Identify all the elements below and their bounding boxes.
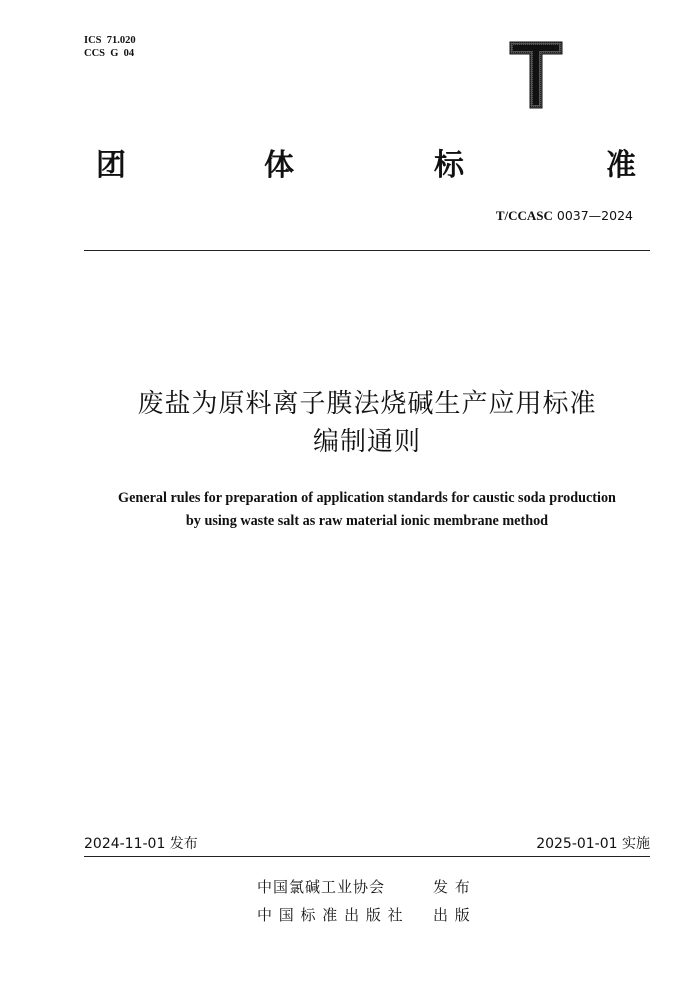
publisher-action: 发 布 — [433, 878, 471, 896]
top-divider — [84, 250, 650, 251]
publisher-org: 中国氯碱工业协会 — [257, 878, 386, 896]
standard-type-heading — [84, 140, 650, 183]
title-cn-line2: 编制通则 — [312, 427, 421, 457]
classification-codes — [84, 34, 136, 60]
bottom-divider — [84, 856, 650, 857]
ics-code: ICS 71.020 — [84, 35, 136, 46]
publisher-row-1 — [257, 876, 471, 897]
standard-number-value: 0037—2024 — [552, 208, 633, 223]
title-en-line1: General rules for preparation of application standards for caustic soda production — [118, 490, 616, 506]
issue-date: 2024-11-01 发布 — [84, 836, 198, 852]
standard-t-logo — [508, 40, 564, 110]
title-cn-line1: 废盐为原料离子膜法烧碱生产应用标准 — [137, 389, 597, 419]
title-en-line2: by using waste salt as raw material ionic membrane method — [185, 513, 549, 529]
type-char-1: 团 — [96, 148, 126, 183]
publisher-org: 中 国 标 准 出 版 社 — [257, 906, 404, 924]
type-char-2: 体 — [264, 148, 294, 183]
standard-number-prefix: T/CCASC — [495, 208, 553, 223]
publisher-row-2 — [257, 904, 471, 925]
ccs-code: CCS G 04 — [84, 48, 135, 59]
implement-date: 2025-01-01 实施 — [536, 836, 650, 852]
type-char-3: 标 — [434, 148, 464, 183]
type-char-4: 准 — [606, 148, 636, 183]
standard-number — [496, 208, 633, 224]
publisher-action: 出 版 — [433, 906, 471, 924]
